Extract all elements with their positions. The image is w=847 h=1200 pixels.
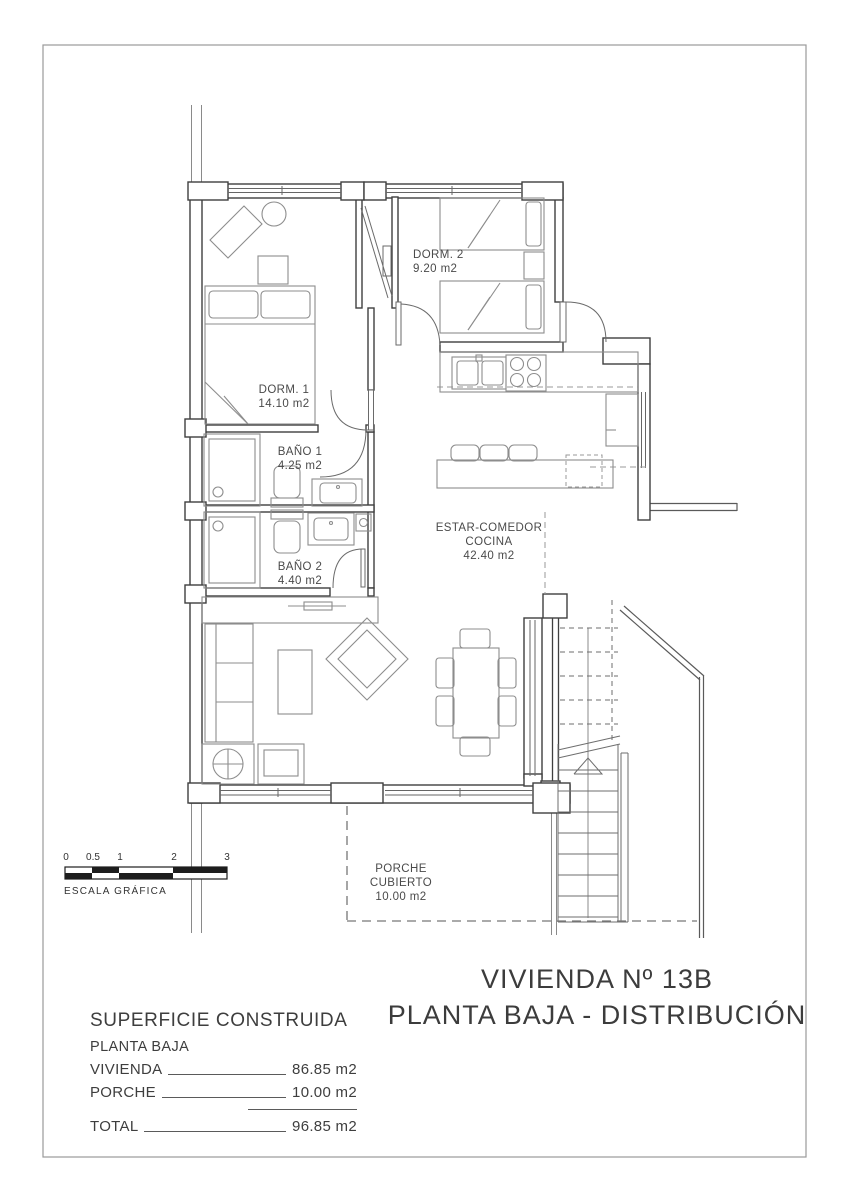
room-label-dorm2: DORM. 2 9.20 m2: [413, 249, 464, 275]
scale-tick-05: 0.5: [86, 852, 100, 863]
chair: [498, 696, 516, 726]
scale-bar: [65, 867, 227, 879]
summary-total-label: TOTAL: [90, 1118, 139, 1135]
chair: [436, 696, 454, 726]
summary-row-value: 86.85 m2: [292, 1061, 357, 1078]
summary-row-label: VIVIENDA: [90, 1061, 163, 1078]
nightstand: [524, 252, 544, 279]
drawing-title-line2: PLANTA BAJA - DISTRIBUCIÓN: [387, 1000, 807, 1030]
tv-sideboard: [202, 597, 378, 623]
living-room-furniture: [202, 597, 516, 784]
dining-table: [453, 648, 499, 738]
room-label-dorm1: DORM. 1 14.10 m2: [258, 384, 310, 410]
sofa: [205, 624, 253, 742]
kitchen: [437, 352, 638, 488]
toilet: [274, 521, 300, 553]
summary-heading: SUPERFICIE CONSTRUIDA: [90, 1010, 348, 1031]
summary-row-total: [90, 1118, 357, 1135]
scale-bar-label: ESCALA GRÁFICA: [64, 886, 167, 897]
summary-total-value: 96.85 m2: [292, 1118, 357, 1135]
room-label-bano1: BAÑO 1 4.25 m2: [277, 446, 323, 472]
scale-tick-1: 1: [117, 852, 123, 863]
summary-row-label: PORCHE: [90, 1084, 156, 1101]
shower: [204, 512, 260, 588]
single-bed: [440, 198, 544, 250]
windows: [220, 186, 646, 797]
room-label-estar: ESTAR-COMEDOR COCINA 42.40 m2: [435, 522, 543, 562]
scale-tick-2: 2: [171, 852, 177, 863]
sum-divider: [248, 1101, 357, 1110]
coffee-table: [278, 650, 312, 714]
fridge: [606, 394, 638, 446]
drawing-title-line1: VIVIENDA Nº 13B: [481, 964, 713, 994]
chair: [436, 658, 454, 688]
stool: [262, 202, 286, 226]
leader-line: [144, 1131, 286, 1132]
exterior-stairs: [553, 600, 629, 922]
nightstand: [258, 256, 288, 284]
room-label-porche: PORCHE CUBIERTO 10.00 m2: [369, 863, 433, 903]
leader-line: [162, 1097, 286, 1098]
shower: [204, 434, 260, 506]
breakfast-bar: [437, 460, 613, 488]
surface-summary: [90, 1010, 357, 1135]
desk: [210, 206, 262, 258]
garden-walls: [620, 503, 737, 938]
chair: [498, 658, 516, 688]
stool: [509, 445, 537, 461]
chair: [460, 629, 490, 648]
sink: [452, 357, 506, 389]
drawing-title: [387, 961, 807, 1033]
room-label-bano2: BAÑO 2 4.40 m2: [277, 561, 323, 587]
summary-row-porche: [90, 1084, 357, 1101]
scale-tick-3: 3: [224, 852, 230, 863]
single-bed: [440, 281, 544, 333]
summary-subheading: PLANTA BAJA: [90, 1039, 190, 1055]
stool: [480, 445, 508, 461]
leader-line: [168, 1074, 286, 1075]
summary-row-value: 10.00 m2: [292, 1084, 357, 1101]
scale-tick-0: 0: [63, 852, 69, 863]
chair: [460, 737, 490, 756]
stool: [451, 445, 479, 461]
summary-row-vivienda: [90, 1061, 357, 1078]
